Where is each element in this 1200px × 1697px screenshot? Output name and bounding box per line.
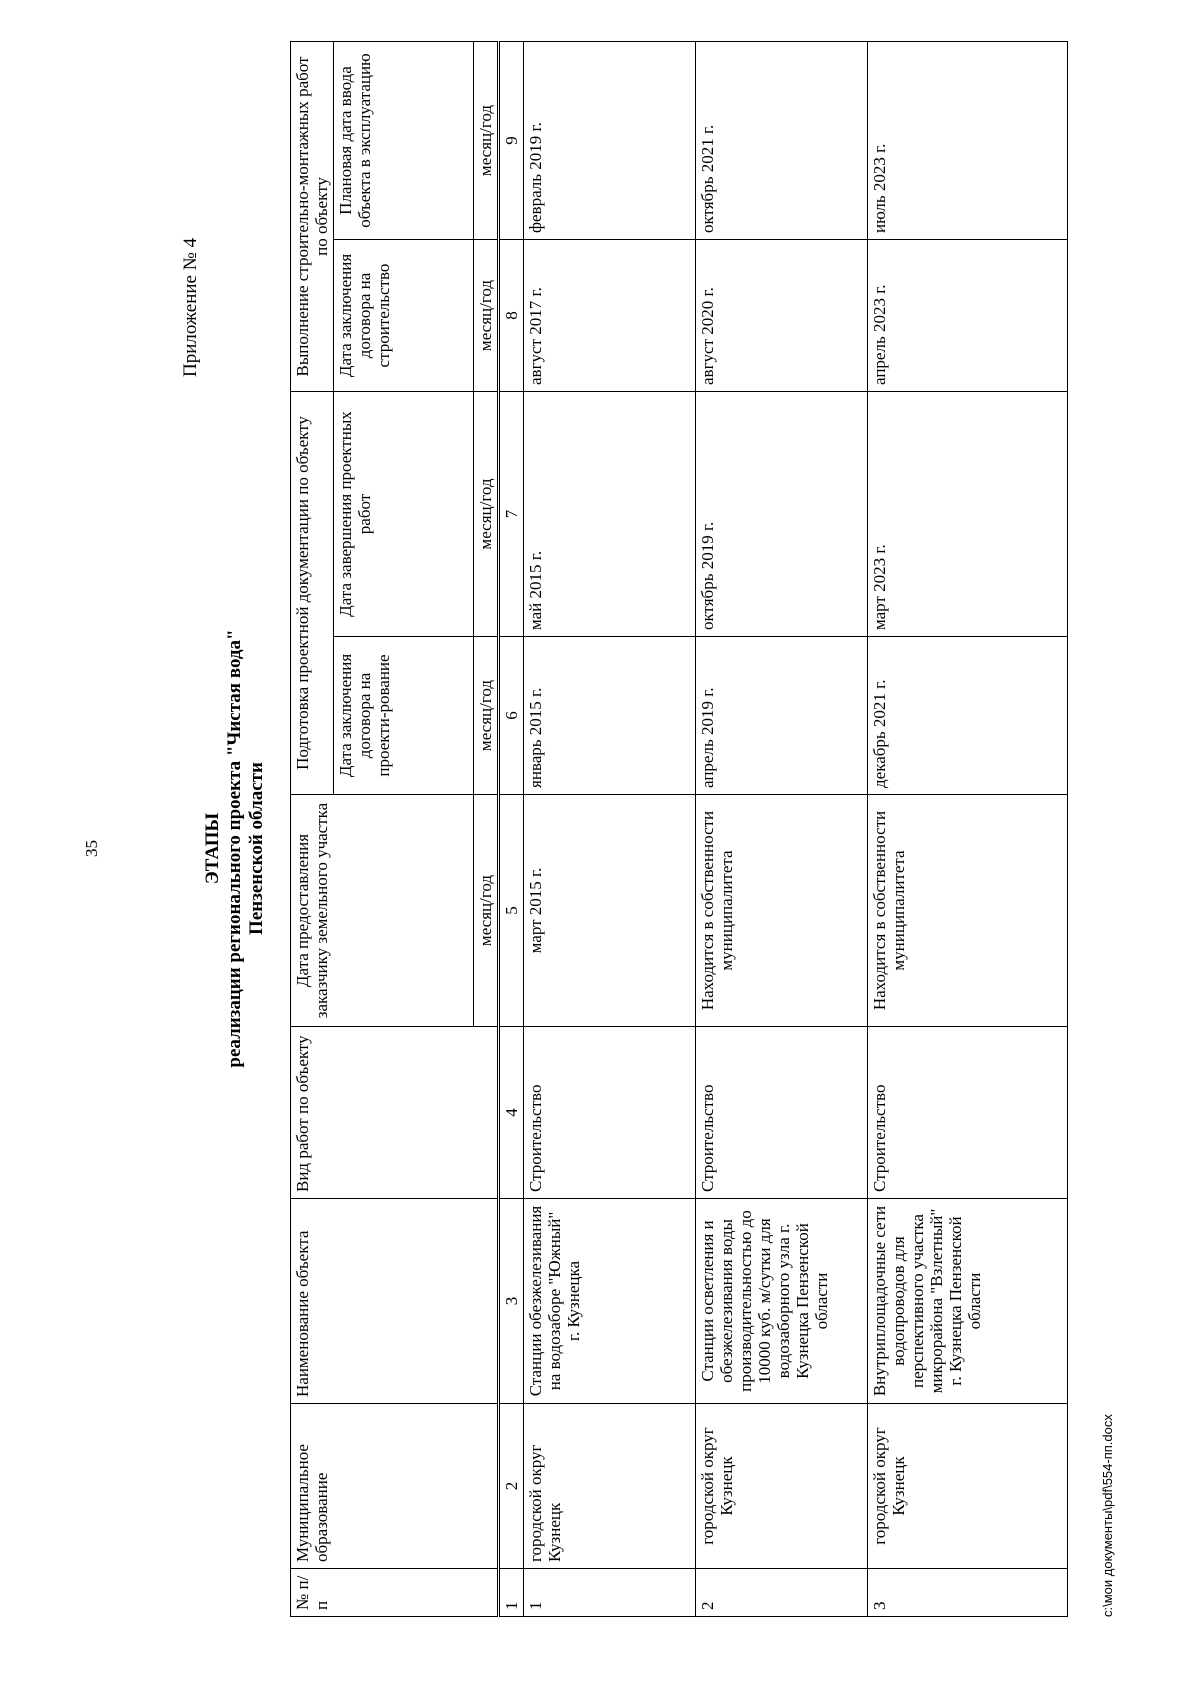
unit-9: месяц/год bbox=[474, 41, 499, 239]
header-object-name: Наименование объекта bbox=[291, 1199, 499, 1404]
column-number: 6 bbox=[499, 637, 524, 795]
header-design-group: Подготовка проектной документации по объекту bbox=[291, 392, 334, 795]
column-number: 7 bbox=[499, 392, 524, 637]
column-number: 3 bbox=[499, 1199, 524, 1404]
column-number: 1 bbox=[499, 1569, 524, 1617]
header-construction-group: Выполнение строительно-монтажных работ по объекту bbox=[291, 41, 334, 391]
stages-table bbox=[290, 41, 1068, 1617]
header-design-contract: Дата заключения договора на проекти-рование bbox=[334, 637, 474, 795]
row-construction-contract: август 2020 г. bbox=[696, 240, 868, 392]
row-design-contract: январь 2015 г. bbox=[524, 637, 696, 795]
column-number: 9 bbox=[499, 41, 524, 239]
unit-6: месяц/год bbox=[474, 637, 499, 795]
title-line-1: ЭТАПЫ bbox=[202, 812, 223, 885]
row-construction-contract: август 2017 г. bbox=[524, 240, 696, 392]
unit-8: месяц/год bbox=[474, 240, 499, 392]
appendix-label: Приложение № 4 bbox=[180, 237, 201, 377]
row-design-finish: март 2023 г. bbox=[868, 392, 1068, 637]
row-object-name: Внутриплощадочные сети водопроводов для перспективного участка микрорайона "Взлетный" г. Кузнецка Пензенской области bbox=[868, 1199, 1068, 1404]
table-row bbox=[524, 41, 696, 1616]
row-design-contract: апрель 2019 г. bbox=[696, 637, 868, 795]
row-construction-contract: апрель 2023 г. bbox=[868, 240, 1068, 392]
row-work-type: Строительство bbox=[868, 1027, 1068, 1199]
row-commissioning: июль 2023 г. bbox=[868, 41, 1068, 239]
row-work-type: Строительство bbox=[524, 1027, 696, 1199]
row-commissioning: октябрь 2021 г. bbox=[696, 41, 868, 239]
row-land-date: Находится в собственности муниципалитета bbox=[868, 795, 1068, 1027]
header-construction-contract: Дата заключения договора на строительство bbox=[334, 240, 474, 392]
table-row bbox=[868, 41, 1068, 1616]
header-design-finish: Дата завершения проектных работ bbox=[334, 392, 474, 637]
row-num: 1 bbox=[524, 1569, 696, 1617]
header-num: № п/п bbox=[291, 1569, 499, 1617]
table-row bbox=[696, 41, 868, 1616]
row-work-type: Строительство bbox=[696, 1027, 868, 1199]
header-work-type: Вид работ по объекту bbox=[291, 1027, 499, 1199]
document-title bbox=[202, 0, 268, 1697]
column-number: 2 bbox=[499, 1404, 524, 1569]
row-design-contract: декабрь 2021 г. bbox=[868, 637, 1068, 795]
title-line-2: реализации регионального проекта "Чистая вода" bbox=[224, 629, 245, 1068]
column-numbers-row bbox=[499, 41, 524, 1616]
title-line-3: Пензенской области bbox=[246, 762, 267, 935]
row-land-date: март 2015 г. bbox=[524, 795, 696, 1027]
header-commissioning: Плановая дата ввода объекта в эксплуатацию bbox=[334, 41, 474, 239]
page-number: 35 bbox=[82, 840, 101, 857]
footer-file-path: c:\мои документы\pdf\554-пп.docx bbox=[1100, 1414, 1115, 1617]
row-design-finish: май 2015 г. bbox=[524, 392, 696, 637]
row-object-name: Станции осветления и обезжелезивания воды производительностью до 10000 куб. м/сутки для водозаборного узла г. Кузнецка Пензенской области bbox=[696, 1199, 868, 1404]
unit-5: месяц/год bbox=[474, 795, 499, 1027]
row-municipality: городской округ Кузнецк bbox=[696, 1404, 868, 1569]
column-number: 8 bbox=[499, 240, 524, 392]
row-num: 2 bbox=[696, 1569, 868, 1617]
stages-table-container bbox=[290, 42, 1068, 1617]
header-land-date: Дата предоставления заказчику земельного участка bbox=[291, 795, 474, 1027]
row-object-name: Станции обезжелезивания на водозаборе "Южный" г. Кузнецка bbox=[524, 1199, 696, 1404]
row-design-finish: октябрь 2019 г. bbox=[696, 392, 868, 637]
row-land-date: Находится в собственности муниципалитета bbox=[696, 795, 868, 1027]
unit-7: месяц/год bbox=[474, 392, 499, 637]
row-commissioning: февраль 2019 г. bbox=[524, 41, 696, 239]
header-municipality: Муниципальное образование bbox=[291, 1404, 499, 1569]
column-number: 4 bbox=[499, 1027, 524, 1199]
row-municipality: городской округ Кузнецк bbox=[868, 1404, 1068, 1569]
row-municipality: городской округ Кузнецк bbox=[524, 1404, 696, 1569]
column-number: 5 bbox=[499, 795, 524, 1027]
row-num: 3 bbox=[868, 1569, 1068, 1617]
